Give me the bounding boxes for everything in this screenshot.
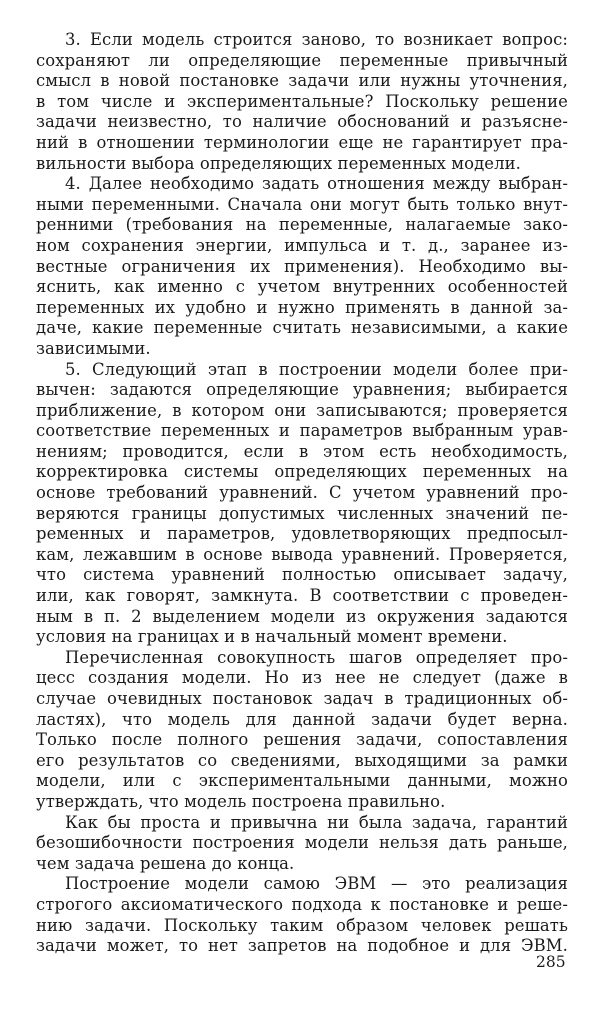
text-line: даче, какие переменные считать независимыми, а какие	[36, 318, 568, 338]
text-line: 4. Далее необходимо задать отношения между выбран-	[65, 174, 568, 194]
paragraph-guarantee	[36, 813, 568, 875]
paragraph-item-4	[36, 174, 568, 359]
text-line: вычен: задаются определяющие уравнения; выбирается	[36, 380, 568, 400]
text-line: строгого аксиоматического подхода к постановке и реше-	[36, 894, 568, 914]
text-line: случае очевидных постановок задач в традиционных об-	[36, 689, 568, 708]
text-line: Перечисленная совокупность шагов определяет про-	[65, 647, 568, 667]
page-number: 285	[536, 953, 566, 971]
text-line: 5. Следующий этап в построении модели более при-	[65, 359, 568, 379]
text-line: ным в п. 2 выделением модели из окружения задаются	[36, 606, 568, 626]
text-line: что система уравнений полностью описывает задачу,	[36, 565, 568, 585]
text-line: условия на границах и в начальный момент времени.	[36, 627, 508, 647]
text-line: смысл в новой постановке задачи или нужны уточнения,	[36, 71, 568, 91]
text-line: модели, или с экспериментальными данными, можно	[36, 771, 568, 791]
text-line: зависимыми.	[36, 338, 151, 358]
text-line: вестные ограничения их применения). Необходимо вы-	[36, 256, 568, 276]
paragraph-item-5	[36, 360, 568, 648]
text-line: соответствие переменных и параметров выбранным урав-	[36, 421, 568, 441]
text-line: основе требований уравнений. С учетом уравнений про-	[36, 483, 568, 503]
text-line: ременных и параметров, удовлетворяющих предпосыл-	[36, 524, 568, 544]
text-line: Построение модели самою ЭВМ — это реализация	[65, 874, 568, 894]
text-line: утверждать, что модель построена правильно.	[36, 791, 446, 811]
text-line: или, как говорят, замкнута. В соответствии с проведен-	[36, 586, 568, 606]
text-line: ний в отношении терминологии еще не гарантирует пра-	[36, 132, 568, 152]
text-line: 3. Если модель строится заново, то возникает вопрос:	[65, 30, 568, 49]
book-page-text	[36, 30, 568, 957]
text-line: задачи неизвестно, то наличие обоснований и разъясне-	[36, 112, 568, 132]
text-line: в том числе и экспериментальные? Поскольку решение	[36, 91, 568, 111]
text-line: ренними (требования на переменные, налагаемые зако-	[36, 215, 568, 235]
text-line: приближение, в котором они записываются; проверяется	[36, 400, 568, 420]
text-line: цесс создания модели. Но из нее не следует (даже в	[36, 668, 568, 688]
text-line: безошибочности построения модели нельзя дать раньше,	[36, 833, 568, 853]
text-line: сохраняют ли определяющие переменные привычный	[36, 50, 568, 70]
text-line: вильности выбора определяющих переменных модели.	[36, 153, 521, 173]
text-line: переменных их удобно и нужно применять в данной за-	[36, 297, 568, 317]
text-line: его результатов со сведениями, выходящими за рамки	[36, 750, 568, 770]
text-line: ном сохранения энергии, импульса и т. д., заранее из-	[36, 235, 568, 255]
text-line: кам, лежавшим в основе вывода уравнений. Проверяется,	[36, 544, 568, 564]
text-line: Только после полного решения задачи, сопоставления	[36, 730, 568, 750]
paragraph-summary	[36, 648, 568, 813]
text-line: нию задачи. Поскольку таким образом человек решать	[36, 915, 568, 935]
paragraph-item-3	[36, 30, 568, 174]
text-line: корректировка системы определяющих переменных на	[36, 462, 568, 482]
text-line: веряются границы допустимых численных значений пе-	[36, 503, 568, 523]
text-line: ными переменными. Сначала они могут быть только внут-	[36, 194, 568, 214]
text-line: чем задача решена до конца.	[36, 853, 295, 873]
text-line: Как бы проста и привычна ни была задача, гарантий	[65, 812, 568, 832]
text-line: яснить, как именно с учетом внутренних особенностей	[36, 277, 568, 297]
text-line: задачи может, то нет запретов на подобное и для ЭВМ.	[36, 936, 568, 956]
text-line: нениям; проводится, если в этом есть необходимость,	[36, 441, 568, 461]
text-line: ластях), что модель для данной задачи будет верна.	[36, 709, 568, 729]
paragraph-computer-modeling	[36, 874, 568, 956]
